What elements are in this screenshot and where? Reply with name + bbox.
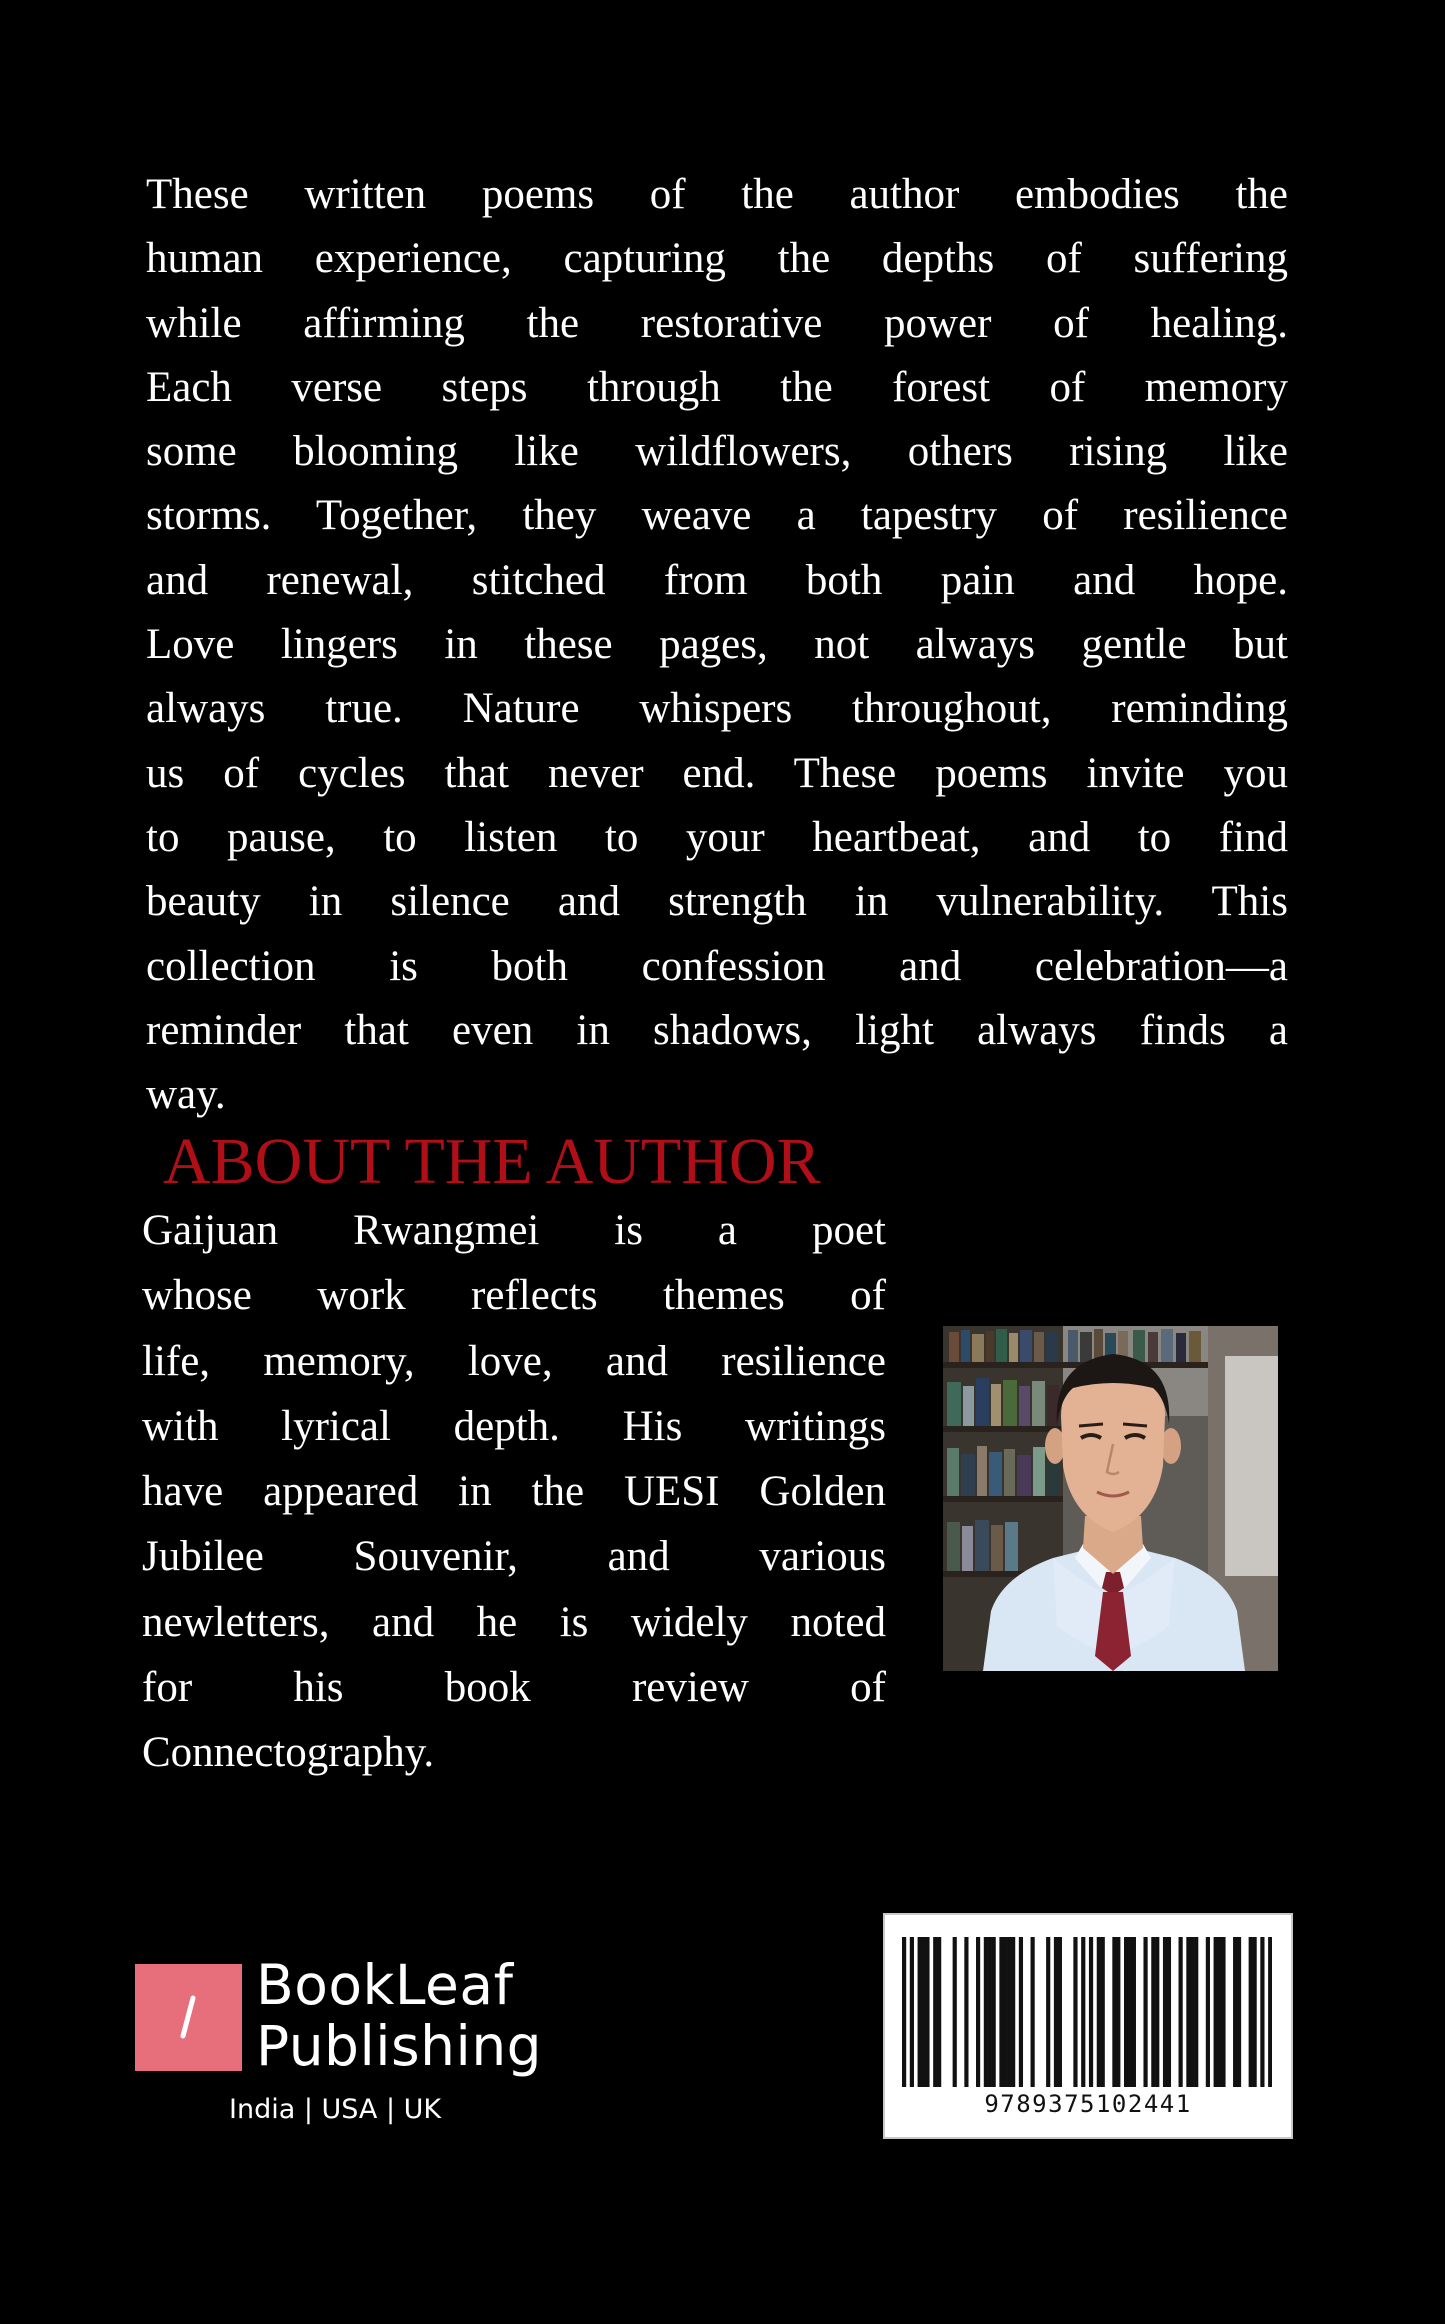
barcode-bar	[976, 1937, 980, 2087]
barcode-bar	[1260, 1937, 1264, 2087]
barcode-bar	[1214, 1937, 1218, 2087]
blurb-line: These written poems of the author embodies the	[146, 171, 1288, 218]
book-blurb	[146, 163, 1288, 1127]
blurb-line: human experience, capturing the depths of suffering	[146, 235, 1288, 283]
barcode-bar	[1206, 1937, 1210, 2087]
barcode-bar	[1124, 1937, 1128, 2087]
barcode-bar	[1112, 1937, 1116, 2087]
barcode-bar	[937, 1937, 941, 2087]
barcode-bar	[1179, 1937, 1183, 2087]
blurb-line: reminder that even in shadows, light always finds a	[146, 1006, 1288, 1054]
barcode-bar	[1073, 1937, 1077, 2087]
barcode-bar	[1054, 1937, 1058, 2087]
bio-line: Gaijuan Rwangmei is a poet	[142, 1207, 886, 1254]
blurb-line: Each verse steps through the forest of memory	[146, 363, 1288, 411]
barcode-bar	[1190, 1937, 1194, 2087]
barcode-bar	[933, 1937, 937, 2087]
barcode-bar	[1007, 1937, 1011, 2087]
blurb-line: and renewal, stitched from both pain and hope.	[146, 556, 1288, 604]
publisher-regions: India | USA | UK	[229, 2094, 442, 2125]
bio-line: whose work reflects themes of	[142, 1272, 886, 1320]
barcode-bar	[1151, 1937, 1155, 2087]
publisher-logo-mark	[135, 1964, 242, 2071]
bio-line: newletters, and he is widely noted	[142, 1598, 886, 1646]
barcode-bar	[1155, 1937, 1159, 2087]
barcode-bar	[1116, 1937, 1120, 2087]
barcode-bar	[1167, 1937, 1171, 2087]
blurb-line: storms. Together, they weave a tapestry of resilience	[146, 492, 1288, 540]
barcode-bar	[1132, 1937, 1136, 2087]
barcode-bar	[964, 1937, 968, 2087]
barcode-bar	[1011, 1937, 1015, 2087]
publisher-name	[256, 1955, 542, 2077]
barcode-bar	[1089, 1937, 1093, 2087]
blurb-line: always true. Nature whispers throughout, reminding	[146, 685, 1288, 733]
bio-line: Jubilee Souvenir, and various	[142, 1533, 886, 1581]
barcode-bar	[1233, 1937, 1237, 2087]
blurb-line: way.	[146, 1071, 226, 1119]
publisher-name-line-1: BookLeaf	[256, 1953, 514, 2017]
author-bio	[142, 1198, 886, 1786]
barcode-bar	[921, 1937, 925, 2087]
blurb-line: collection is both confession and celebration—a	[146, 942, 1288, 990]
bio-line: with lyrical depth. His writings	[142, 1402, 886, 1450]
barcode-bar	[918, 1937, 922, 2087]
isbn-number: 9789375102441	[984, 2090, 1192, 2118]
blurb-line: beauty in silence and strength in vulnerability. This	[146, 878, 1288, 926]
blurb-line: Love lingers in these pages, not always gentle but	[146, 621, 1288, 669]
isbn-barcode	[885, 1915, 1291, 2137]
barcode-bar	[902, 1937, 906, 2087]
barcode-bar	[988, 1937, 992, 2087]
barcode-bar	[1217, 1937, 1221, 2087]
about-author-heading: ABOUT THE AUTHOR	[163, 1125, 821, 1198]
barcode-bar	[1128, 1937, 1132, 2087]
barcode-bar	[1143, 1937, 1147, 2087]
barcode-bar	[1031, 1937, 1035, 2087]
bio-line: life, memory, love, and resilience	[142, 1337, 886, 1385]
publisher-name-line-2: Publishing	[256, 2014, 543, 2078]
blurb-line: us of cycles that never end. These poems invite you	[146, 749, 1288, 797]
barcode-bar	[1101, 1937, 1105, 2087]
barcode-bar	[1268, 1937, 1272, 2087]
barcode-bars	[902, 1937, 1272, 2087]
barcode-bar	[925, 1937, 929, 2087]
barcode-bar	[1081, 1937, 1085, 2087]
bio-line: have appeared in the UESI Golden	[142, 1468, 886, 1516]
barcode-bar	[1194, 1937, 1198, 2087]
blurb-line: while affirming the restorative power of healing.	[146, 299, 1288, 347]
barcode-bar	[992, 1937, 996, 2087]
barcode-bar	[1186, 1937, 1190, 2087]
barcode-bar	[1019, 1937, 1023, 2087]
author-photo	[943, 1326, 1278, 1671]
barcode-bar	[984, 1937, 988, 2087]
barcode-bar	[953, 1937, 957, 2087]
barcode-bar	[1163, 1937, 1167, 2087]
barcode-bar	[1237, 1937, 1241, 2087]
blurb-line: some blooming like wildflowers, others rising like	[146, 428, 1288, 476]
barcode-bar	[1046, 1937, 1050, 2087]
barcode-bar	[1003, 1937, 1007, 2087]
barcode-bar	[1097, 1937, 1101, 2087]
barcode-bar	[1058, 1937, 1062, 2087]
bio-line: for his book review of	[142, 1664, 886, 1712]
barcode-bar	[910, 1937, 914, 2087]
barcode-bar	[1253, 1937, 1257, 2087]
barcode-bar	[1221, 1937, 1225, 2087]
blurb-line: to pause, to listen to your heartbeat, and to find	[146, 813, 1288, 861]
slash-icon	[135, 1964, 242, 2071]
barcode-bar	[999, 1937, 1003, 2087]
barcode-bar	[1249, 1937, 1253, 2087]
bio-line: Connectography.	[142, 1729, 435, 1777]
